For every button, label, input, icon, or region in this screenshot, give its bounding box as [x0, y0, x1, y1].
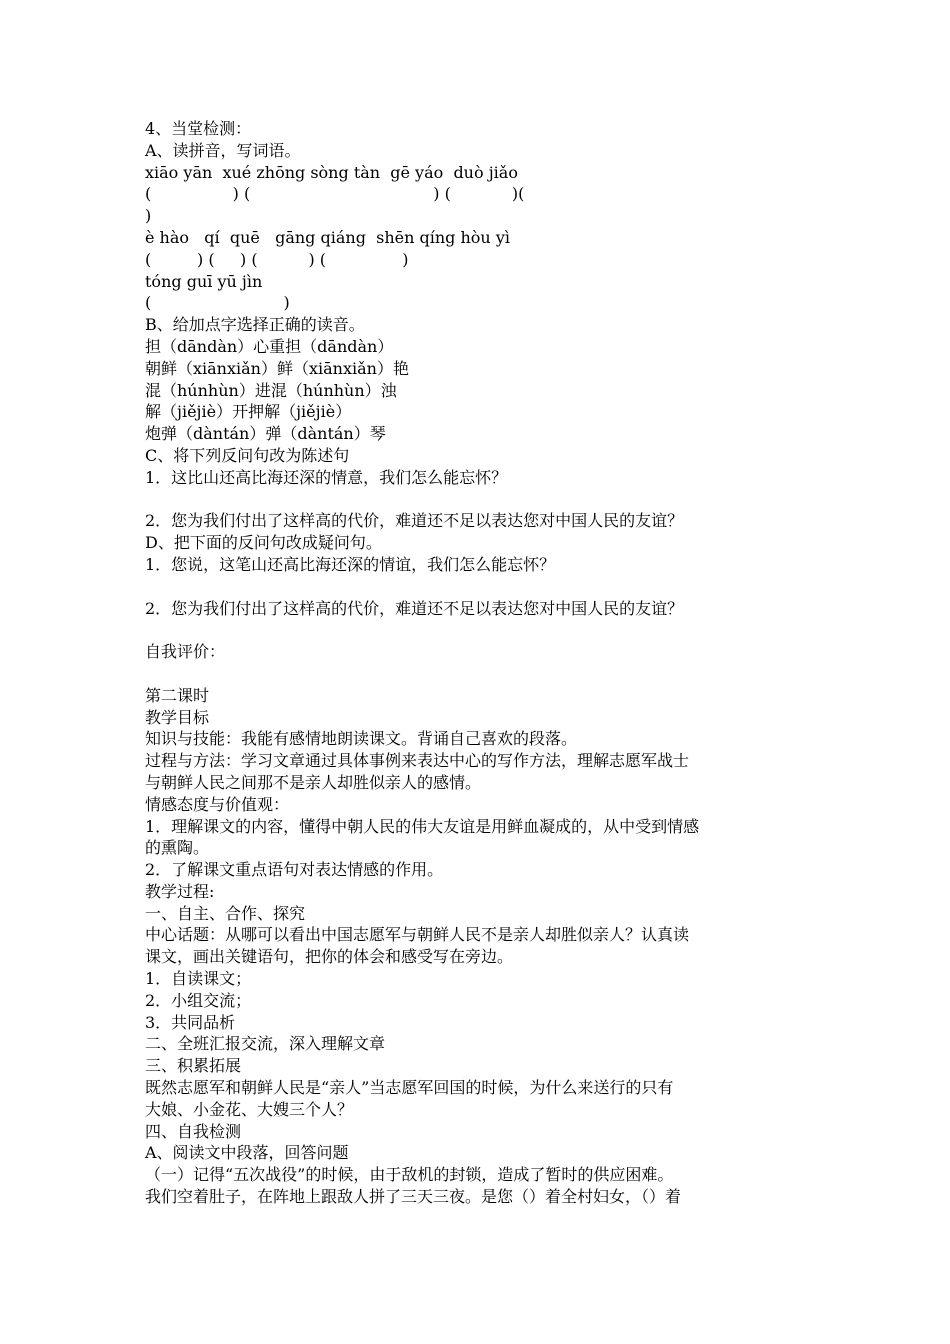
text-line: 1．您说，这笔山还高比海还深的情谊，我们怎么能忘怀？ — [145, 554, 556, 574]
text-line: （一）记得“五次战役”的时候，由于敌机的封锁，造成了暂时的供应困难。 — [145, 1165, 674, 1185]
text-line: 混（húnhùn）进混（húnhùn）浊 — [145, 380, 397, 400]
text-line: 既然志愿军和朝鲜人民是“亲人”当志愿军回国的时候，为什么来送行的只有 — [145, 1078, 674, 1098]
text-line: 1．理解课文的内容，懂得中朝人民的伟大友谊是用鲜血凝成的，从中受到情感 — [145, 816, 700, 836]
text-line: è hào qí quē gāng qiáng shēn qíng hòu yì — [145, 227, 510, 247]
blank-line — [145, 576, 817, 598]
text-line: 过程与方法：学习文章通过具体事例来表达中心的写作方法，理解志愿军战士 — [145, 751, 690, 771]
text-line: 的熏陶。 — [145, 838, 210, 858]
text-line: 2．小组交流； — [145, 990, 252, 1010]
blank-line — [145, 619, 817, 641]
text-line: 解（jiějiè）开押解（jiějiè） — [145, 402, 352, 422]
text-line: 二、全班汇报交流，深入理解文章 — [145, 1034, 386, 1054]
text-line: ( ) — [145, 293, 290, 313]
text-line: tóng guī yū jìn — [145, 271, 263, 291]
text-line: 3．共同品析 — [145, 1012, 236, 1032]
document-page — [145, 118, 817, 1208]
text-line: 2．您为我们付出了这样高的代价，难道还不足以表达您对中国人民的友谊？ — [145, 511, 684, 531]
text-line: 2．了解课文重点语句对表达情感的作用。 — [145, 860, 444, 880]
text-line: xiāo yān xué zhōng sòng tàn gē yáo duò jiǎo — [145, 162, 518, 182]
text-line: 一、自主、合作、探究 — [145, 903, 306, 923]
text-line: 情感态度与价值观： — [145, 794, 290, 814]
text-line: D、把下面的反问句改成疑问句。 — [145, 533, 382, 553]
blank-line — [145, 663, 817, 685]
text-line: 朝鲜（xiānxiǎn）鲜（xiānxiǎn）艳 — [145, 358, 409, 378]
text-line: 炮弹（dàntán）弹（dàntán）琴 — [145, 424, 386, 444]
text-line: 教学过程: — [145, 881, 215, 901]
text-line: 担（dāndàn）心重担（dāndàn） — [145, 336, 394, 356]
text-line: 我们空着肚子，在阵地上跟敌人拼了三天三夜。是您（）着全村妇女，（）着 — [145, 1187, 682, 1207]
text-line: 自我评价： — [145, 642, 226, 662]
text-line: 第二课时 — [145, 685, 210, 705]
text-line: C、将下列反问句改为陈述句 — [145, 445, 350, 465]
text-line: A、读拼音，写词语。 — [145, 140, 301, 160]
text-line: A、阅读文中段落，回答问题 — [145, 1143, 349, 1163]
text-line: 与朝鲜人民之间那不是亲人却胜似亲人的感情。 — [145, 772, 482, 792]
text-line: ) — [145, 206, 152, 226]
text-line: 三、积累拓展 — [145, 1056, 242, 1076]
text-line: 4、当堂检测： — [145, 119, 252, 138]
text-line: 中心话题：从哪可以看出中国志愿军与朝鲜人民不是亲人却胜似亲人？认真读 — [145, 925, 690, 945]
text-line: B、给加点字选择正确的读音。 — [145, 315, 365, 335]
text-line: 2．您为我们付出了这样高的代价，难道还不足以表达您对中国人民的友谊？ — [145, 598, 684, 618]
blank-line — [145, 489, 817, 511]
text-line: ( ) ( ) ( )( — [145, 184, 525, 204]
text-line: 教学目标 — [145, 707, 210, 727]
text-line: 1．自读课文； — [145, 969, 252, 989]
text-line: 四、自我检测 — [145, 1121, 242, 1141]
text-line: 大娘、小金花、大嫂三个人？ — [145, 1099, 354, 1119]
text-line: ( ) ( ) ( ) ( ) — [145, 249, 409, 269]
text-line: 知识与技能：我能有感情地朗读课文。背诵自己喜欢的段落。 — [145, 729, 578, 749]
text-line: 课文，画出关键语句，把你的体会和感受写在旁边。 — [145, 947, 514, 967]
text-line: 1．这比山还高比海还深的情意，我们怎么能忘怀？ — [145, 467, 508, 487]
